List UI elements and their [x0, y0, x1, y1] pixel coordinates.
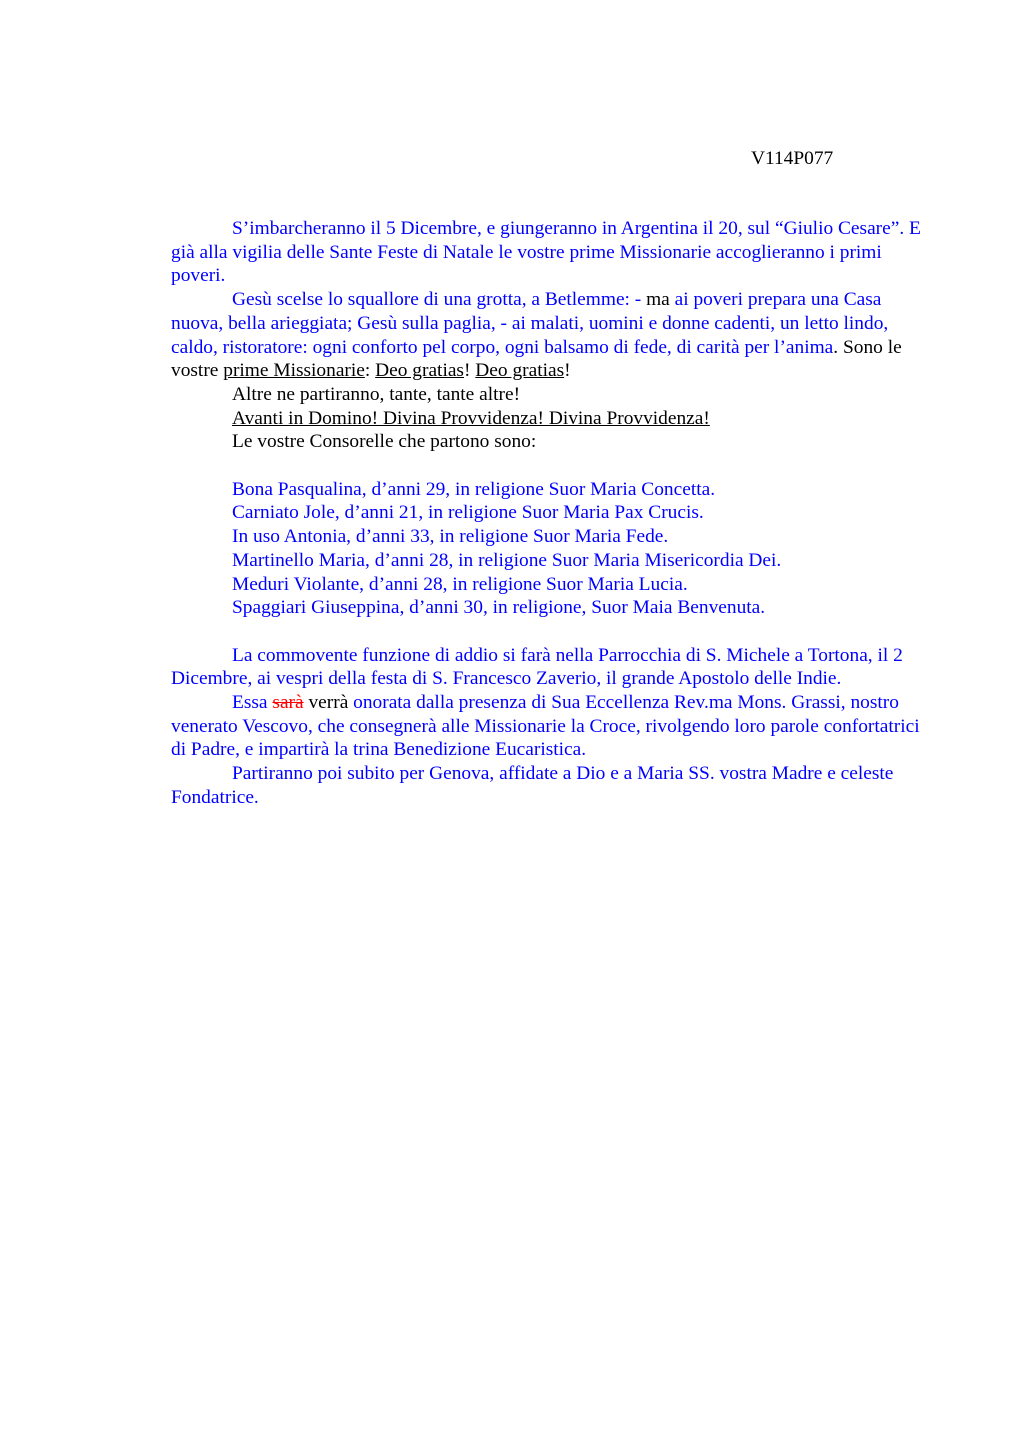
text-segment: ma: [646, 289, 670, 311]
underlined-phrase: Deo gratias: [475, 360, 565, 382]
paragraph-farewell-ceremony: La commovente funzione di addio si farà nella Parrocchia di S. Michele a Tortona, il 2 Dicembre, ai vespri della festa di S. Francesco Zaverio, il grande Apostolo delle Indie.: [171, 644, 903, 690]
underlined-phrase: prime Missionarie: [223, 360, 365, 382]
text-segment: . Sono le vostre: [171, 336, 902, 382]
text-segment: ai poveri prepara una Casa nuova, bella arieggiata; Gesù sulla paglia, - ai malati, uomini e donne cadenti, un letto lindo, caldo, ristoratore: ogni conforto pel corpo, ogni balsamo di fede, di carità per l’anima: [171, 289, 889, 358]
paragraph-departure-genova: Partiranno poi subito per Genova, affidate a Dio e a Maria SS. vostra Madre e celeste Fondatrice.: [171, 763, 894, 808]
text-segment: Essa: [232, 692, 273, 714]
paragraph-grotto: [171, 288, 931, 383]
sister-list-item: Spaggiari Giuseppina, d’anni 30, in religione, Suor Maia Benvenuta.: [232, 597, 766, 619]
blank-line: [171, 620, 931, 644]
text-segment: onorata dalla presenza di Sua Eccellenza Rev.ma Mons. Grassi, nostro venerato Vescovo, che consegnerà alle Missionarie la Croce, rivolgendo loro parole confortatrici di Padre, e impartirà la trina Benedizione Eucaristica.: [171, 692, 920, 761]
text-segment: !: [564, 360, 571, 382]
sister-list-item: Carniato Jole, d’anni 21, in religione Suor Maria Pax Crucis.: [232, 502, 704, 524]
blank-line: [171, 454, 931, 478]
paragraph-consorelle-intro: Le vostre Consorelle che partono sono:: [232, 431, 537, 453]
text-segment: :: [364, 360, 376, 382]
underlined-phrase: Avanti in Domino! Divina Provvidenza! Divina Provvidenza!: [232, 407, 710, 429]
sister-list-item: Meduri Violante, d’anni 28, in religione Suor Maria Lucia.: [232, 573, 688, 595]
page-identifier: V114P077: [751, 148, 834, 169]
paragraph-others-will-leave: Altre ne partiranno, tante, tante altre!: [232, 383, 521, 405]
paragraph-avanti: [171, 407, 931, 431]
sister-list-item: Bona Pasqualina, d’anni 29, in religione Suor Maria Concetta.: [232, 478, 716, 500]
underlined-phrase: Deo gratias: [375, 360, 464, 382]
paragraph-bishop: [171, 691, 931, 762]
deleted-word: sarà: [272, 692, 304, 714]
text-segment: verrà: [303, 692, 349, 714]
text-segment: Gesù scelse lo squallore di una grotta, a Betlemme: -: [232, 289, 647, 311]
sister-list-item: Martinello Maria, d’anni 28, in religione Suor Maria Misericordia Dei.: [232, 549, 782, 571]
letter-body: [171, 217, 931, 810]
paragraph-embarkation: S’imbarcheranno il 5 Dicembre, e giungeranno in Argentina il 20, sul “Giulio Cesare”. E già alla vigilia delle Sante Feste di Natale le vostre prime Missionarie accoglieranno i primi poveri.: [171, 218, 921, 287]
text-segment: !: [463, 360, 476, 382]
sister-list-item: In uso Antonia, d’anni 33, in religione Suor Maria Fede.: [232, 526, 669, 548]
